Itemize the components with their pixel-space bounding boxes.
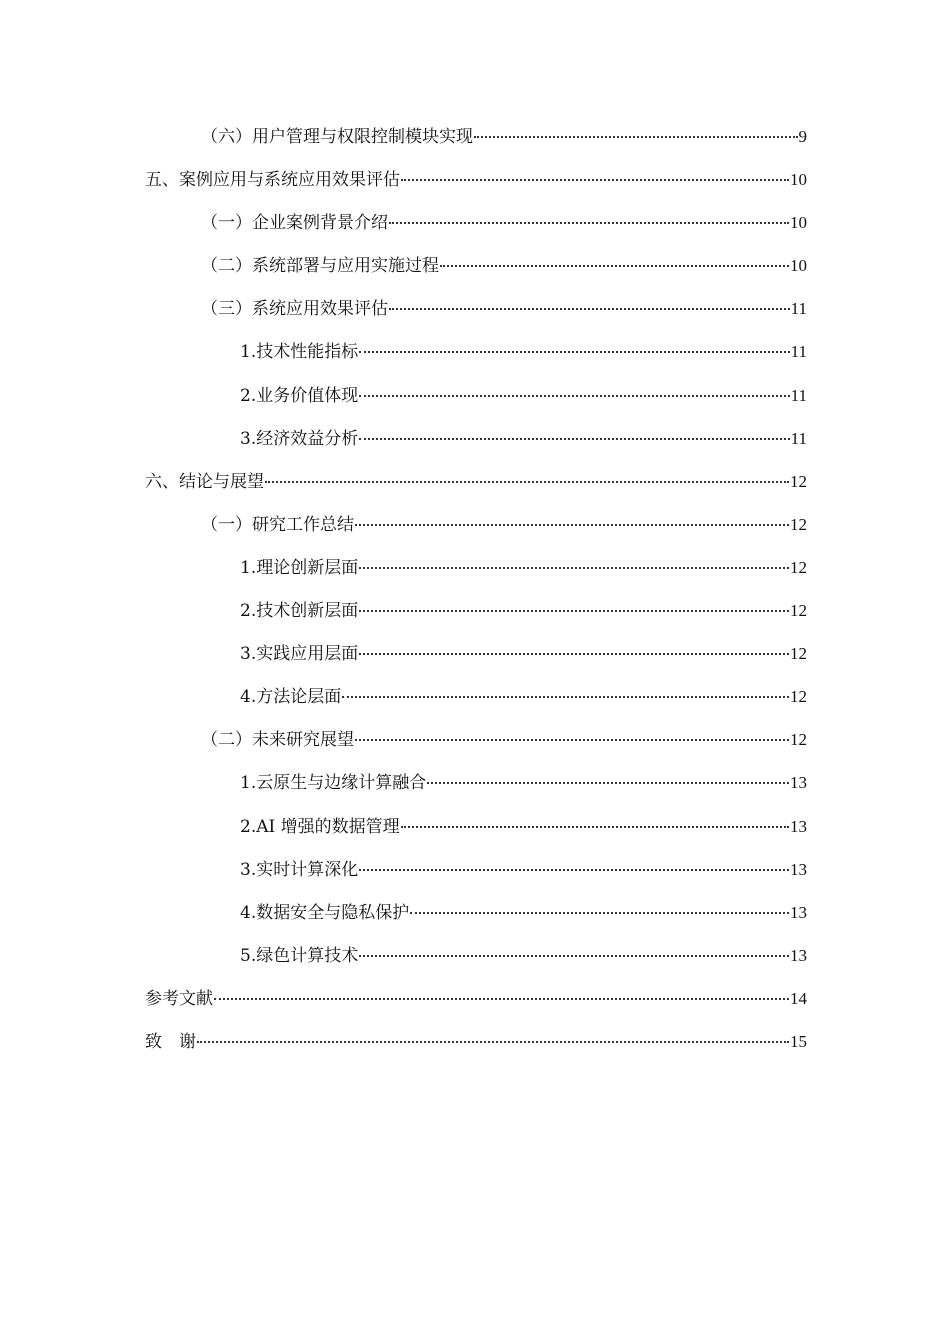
toc-dot-leader bbox=[401, 179, 789, 181]
toc-page-number: 12 bbox=[790, 730, 807, 750]
toc-entry-label: 2.业务价值体现 bbox=[240, 385, 359, 406]
toc-page-number: 13 bbox=[790, 945, 807, 965]
toc-entry[interactable] bbox=[145, 555, 807, 598]
toc-entry-label: 致 谢 bbox=[145, 1031, 196, 1052]
toc-dot-leader bbox=[359, 869, 789, 871]
toc-dot-leader bbox=[359, 567, 789, 569]
toc-entry-label: 3.实时计算深化 bbox=[240, 859, 359, 880]
toc-entry[interactable] bbox=[145, 512, 807, 555]
toc-dot-leader bbox=[474, 136, 798, 138]
toc-dot-leader bbox=[410, 912, 789, 914]
toc-entry[interactable] bbox=[145, 986, 807, 1029]
toc-entry[interactable] bbox=[145, 641, 807, 684]
toc-entry-label: 参考文献 bbox=[145, 988, 213, 1009]
toc-page-number: 13 bbox=[790, 773, 807, 793]
table-of-contents bbox=[145, 124, 807, 1072]
toc-dot-leader bbox=[355, 739, 789, 741]
toc-entry[interactable] bbox=[145, 253, 807, 296]
toc-entry[interactable] bbox=[145, 598, 807, 641]
toc-page-number: 12 bbox=[790, 557, 807, 577]
toc-dot-leader bbox=[359, 955, 789, 957]
toc-entry[interactable] bbox=[145, 296, 807, 339]
toc-entry-label: 1.技术性能指标 bbox=[240, 342, 359, 363]
toc-page-number: 11 bbox=[790, 428, 807, 448]
toc-entry[interactable] bbox=[145, 383, 807, 426]
toc-page-number: 13 bbox=[790, 816, 807, 836]
toc-entry[interactable] bbox=[145, 1029, 807, 1072]
toc-entry[interactable] bbox=[145, 900, 807, 943]
toc-page-number: 11 bbox=[790, 342, 807, 362]
toc-entry-label: （三）系统应用效果评估 bbox=[201, 299, 388, 320]
toc-entry[interactable] bbox=[145, 469, 807, 512]
toc-entry-label: 1.理论创新层面 bbox=[240, 557, 359, 578]
toc-entry-label: （六）用户管理与权限控制模块实现 bbox=[201, 127, 473, 147]
toc-page-number: 14 bbox=[790, 988, 807, 1008]
toc-entry-label: 4.数据安全与隐私保护 bbox=[240, 902, 410, 923]
toc-entry[interactable] bbox=[145, 857, 807, 900]
toc-page-number: 11 bbox=[790, 385, 807, 405]
toc-page-number: 12 bbox=[790, 471, 807, 491]
toc-page-number: 11 bbox=[790, 299, 807, 319]
toc-entry-label: （一）企业案例背景介绍 bbox=[201, 213, 388, 234]
toc-page-number: 10 bbox=[790, 170, 807, 190]
toc-entry-label: 2.技术创新层面 bbox=[240, 601, 359, 622]
toc-page-number: 15 bbox=[790, 1031, 807, 1051]
toc-dot-leader bbox=[214, 998, 789, 1000]
toc-page-number: 13 bbox=[790, 859, 807, 879]
toc-entry[interactable] bbox=[145, 770, 807, 813]
toc-entry[interactable] bbox=[145, 167, 807, 210]
toc-entry-label: （二）系统部署与应用实施过程 bbox=[201, 256, 439, 277]
toc-dot-leader bbox=[427, 782, 789, 784]
toc-dot-leader bbox=[440, 265, 789, 267]
toc-entry[interactable] bbox=[145, 814, 807, 857]
toc-dot-leader bbox=[355, 524, 789, 526]
toc-entry-label: 3.经济效益分析 bbox=[240, 428, 359, 449]
toc-page-number: 10 bbox=[790, 213, 807, 233]
toc-entry-label: 2.AI 增强的数据管理 bbox=[240, 816, 400, 837]
toc-entry-label: （二）未来研究展望 bbox=[201, 730, 354, 751]
toc-dot-leader bbox=[342, 696, 789, 698]
toc-entry-label: 五、案例应用与系统应用效果评估 bbox=[145, 170, 400, 191]
toc-dot-leader bbox=[389, 308, 790, 310]
toc-page-number: 13 bbox=[790, 902, 807, 922]
toc-dot-leader bbox=[359, 438, 789, 440]
toc-page-number: 12 bbox=[790, 514, 807, 534]
toc-dot-leader bbox=[265, 481, 789, 483]
toc-entry[interactable] bbox=[145, 124, 807, 167]
toc-dot-leader bbox=[359, 653, 789, 655]
toc-dot-leader bbox=[359, 351, 789, 353]
toc-page-number: 12 bbox=[790, 601, 807, 621]
toc-entry-label: （一）研究工作总结 bbox=[201, 514, 354, 535]
toc-entry-label: 4.方法论层面 bbox=[240, 687, 342, 708]
toc-page-number: 9 bbox=[798, 127, 807, 146]
toc-page-number: 12 bbox=[790, 644, 807, 664]
toc-entry[interactable] bbox=[145, 684, 807, 727]
toc-entry[interactable] bbox=[145, 943, 807, 986]
toc-page-number: 10 bbox=[790, 256, 807, 276]
toc-page-number: 12 bbox=[790, 687, 807, 707]
toc-dot-leader bbox=[359, 395, 789, 397]
toc-entry[interactable] bbox=[145, 339, 807, 382]
toc-dot-leader bbox=[389, 222, 789, 224]
toc-entry[interactable] bbox=[145, 426, 807, 469]
toc-entry-label: 3.实践应用层面 bbox=[240, 644, 359, 665]
toc-dot-leader bbox=[359, 610, 789, 612]
toc-entry[interactable] bbox=[145, 210, 807, 253]
toc-dot-leader bbox=[401, 826, 789, 828]
toc-entry[interactable] bbox=[145, 727, 807, 770]
toc-entry-label: 六、结论与展望 bbox=[145, 471, 264, 492]
toc-entry-label: 1.云原生与边缘计算融合 bbox=[240, 773, 427, 794]
toc-entry-label: 5.绿色计算技术 bbox=[240, 945, 359, 966]
toc-dot-leader bbox=[197, 1041, 789, 1043]
